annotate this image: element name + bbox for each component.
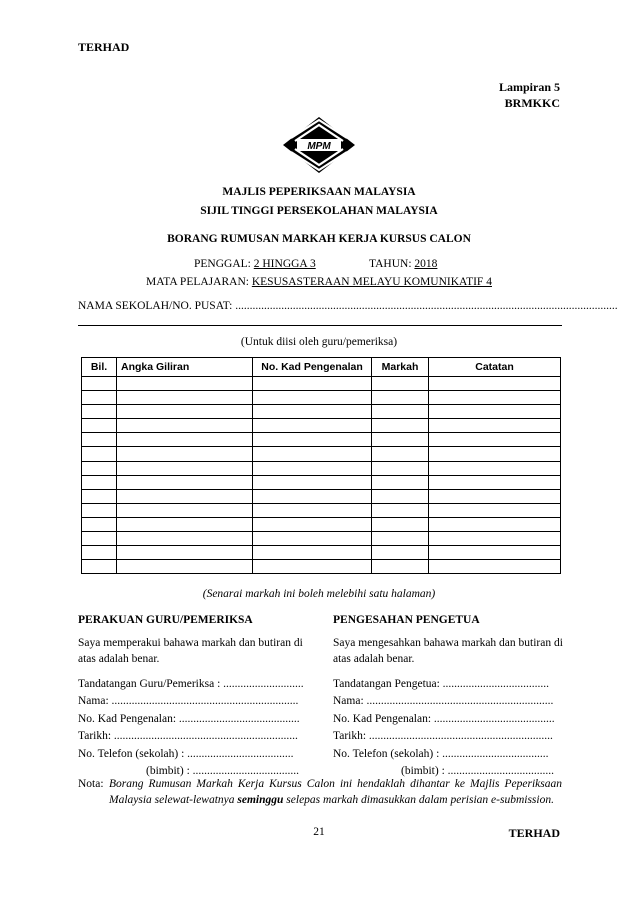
principal-phone-school-field: No. Telefon (sekolah) : ..................................... (333, 747, 549, 760)
table-cell (372, 461, 429, 475)
table-cell (253, 532, 372, 546)
table-cell (117, 489, 253, 503)
table-cell (253, 475, 372, 489)
table-row (82, 377, 561, 391)
term-value: 2 HINGGA 3 (253, 258, 316, 270)
table-cell (253, 517, 372, 531)
table-row (82, 447, 561, 461)
table-row (82, 391, 561, 405)
table-cell (82, 475, 117, 489)
table-cell (117, 546, 253, 560)
table-row (82, 560, 561, 574)
table-cell (117, 377, 253, 391)
note-text (109, 776, 562, 808)
header-bil: Bil. (82, 358, 117, 377)
subject-line (0, 276, 638, 288)
principal-name-field: Nama: ................................................................. (333, 695, 554, 708)
note-emphasis: seminggu (237, 794, 284, 806)
table-cell (429, 560, 561, 574)
table-cell (372, 546, 429, 560)
principal-heading: PENGESAHAN PENGETUA (333, 614, 480, 626)
table-cell (429, 405, 561, 419)
teacher-ic-field: No. Kad Pengenalan: .......................................... (78, 712, 300, 725)
certificate-title: SIJIL TINGGI PERSEKOLAHAN MALAYSIA (200, 205, 438, 217)
table-cell (117, 503, 253, 517)
school-line (78, 300, 618, 312)
table-cell (429, 517, 561, 531)
table-cell (253, 419, 372, 433)
table-row (82, 475, 561, 489)
table-cell (429, 377, 561, 391)
subject-label: MATA PELAJARAN: (146, 276, 249, 288)
teacher-heading: PERAKUAN GURU/PEMERIKSA (78, 614, 253, 626)
table-cell (82, 560, 117, 574)
table-cell (117, 419, 253, 433)
classification-top: TERHAD (78, 40, 130, 54)
table-cell (372, 447, 429, 461)
note-text-after: selepas markah dimasukkan dalam perisian e-submission. (283, 794, 554, 806)
submission-note (78, 776, 562, 808)
school-dots: ..................................................................................................................................... (235, 300, 618, 312)
table-row (82, 461, 561, 475)
table-row (82, 405, 561, 419)
table-cell (429, 532, 561, 546)
table-cell (372, 517, 429, 531)
table-cell (253, 560, 372, 574)
table-cell (82, 546, 117, 560)
table-cell (117, 433, 253, 447)
appendix-block (499, 79, 560, 111)
table-cell (82, 391, 117, 405)
table-cell (372, 405, 429, 419)
header-angka-giliran: Angka Giliran (117, 358, 253, 377)
principal-date-field: Tarikh: ................................................................ (333, 730, 553, 743)
classification-bottom: TERHAD (508, 826, 560, 840)
header-no-kad-pengenalan: No. Kad Pengenalan (253, 358, 372, 377)
table-cell (253, 489, 372, 503)
table-cell (429, 503, 561, 517)
divider (78, 325, 562, 326)
table-cell (429, 475, 561, 489)
table-cell (372, 560, 429, 574)
table-cell (117, 532, 253, 546)
logo-text: MPM (307, 141, 331, 152)
note-label: Nota: (78, 778, 104, 790)
table-cell (429, 546, 561, 560)
council-title: MAJLIS PEPERIKSAAN MALAYSIA (222, 186, 416, 198)
table-cell (117, 517, 253, 531)
table-cell (253, 433, 372, 447)
table-cell (117, 475, 253, 489)
page-number: 21 (313, 826, 325, 838)
table-cell (117, 447, 253, 461)
table-cell (372, 532, 429, 546)
teacher-statement: Saya memperakui bahawa markah dan butiran di atas adalah benar. (78, 637, 303, 665)
table-cell (372, 433, 429, 447)
teacher-phone-mobile-field: (bimbit) : ..................................... (146, 764, 300, 777)
table-cell (372, 475, 429, 489)
table-cell (82, 517, 117, 531)
table-row (82, 419, 561, 433)
year-label: TAHUN: (369, 258, 412, 270)
appendix-label: Lampiran 5 (498, 80, 560, 94)
table-cell (429, 419, 561, 433)
teacher-signature-field: Tandatangan Guru/Pemeriksa : ............................ (78, 678, 304, 690)
table-cell (429, 433, 561, 447)
table-cell (429, 391, 561, 405)
table-cell (429, 461, 561, 475)
principal-signature-field: Tandatangan Pengetua: ..................................... (333, 678, 550, 690)
teacher-date-field: Tarikh: ................................................................ (78, 730, 298, 743)
form-title: BORANG RUMUSAN MARKAH KERJA KURSUS CALON (167, 233, 471, 245)
table-cell (253, 546, 372, 560)
table-cell (429, 489, 561, 503)
table-cell (253, 447, 372, 461)
table-row (82, 433, 561, 447)
table-cell (82, 377, 117, 391)
table-row (82, 546, 561, 560)
table-cell (117, 391, 253, 405)
subject-value: KESUSASTERAAN MELAYU KOMUNIKATIF 4 (251, 276, 492, 288)
table-cell (82, 532, 117, 546)
table-cell (372, 489, 429, 503)
table-cell (372, 503, 429, 517)
table-cell (82, 433, 117, 447)
header-markah: Markah (372, 358, 429, 377)
table-cell (82, 419, 117, 433)
table-cell (82, 489, 117, 503)
term-line (194, 258, 316, 270)
year-line (369, 258, 437, 270)
table-row (82, 532, 561, 546)
term-label: PENGGAL: (194, 258, 251, 270)
principal-statement: Saya mengesahkan bahawa markah dan butiran di atas adalah benar. (333, 637, 563, 665)
more-pages-note: (Senarai markah ini boleh melebihi satu halaman) (202, 588, 436, 600)
fill-note: (Untuk diisi oleh guru/pemeriksa) (240, 336, 398, 348)
table-cell (82, 405, 117, 419)
table-cell (253, 405, 372, 419)
table-cell (253, 377, 372, 391)
form-code: BRMKKC (504, 96, 560, 110)
table-cell (372, 391, 429, 405)
table-body (82, 377, 561, 574)
table-cell (117, 461, 253, 475)
school-label: NAMA SEKOLAH/NO. PUSAT: (78, 300, 233, 312)
table-cell (117, 405, 253, 419)
marks-table (81, 357, 561, 574)
teacher-declaration (78, 612, 318, 780)
table-cell (82, 447, 117, 461)
principal-verification (333, 612, 573, 780)
principal-phone-mobile-field: (bimbit) : ..................................... (401, 764, 555, 777)
teacher-name-field: Nama: ................................................................. (78, 695, 299, 708)
table-row (82, 503, 561, 517)
table-cell (82, 461, 117, 475)
table-cell (372, 377, 429, 391)
note-text-before: Borang Rumusan Markah Kerja Kursus Calon ini hendaklah dihantar ke Majlis Peperiksaan Malaysia selewat-lewatnya (109, 778, 562, 806)
table-cell (82, 503, 117, 517)
table-cell (253, 461, 372, 475)
table-header-row (82, 358, 561, 377)
table-cell (429, 447, 561, 461)
table-cell (117, 560, 253, 574)
mpm-logo (283, 117, 355, 173)
table-row (82, 489, 561, 503)
teacher-phone-school-field: No. Telefon (sekolah) : ..................................... (78, 747, 294, 760)
table-cell (253, 503, 372, 517)
year-value: 2018 (414, 258, 438, 270)
table-cell (253, 391, 372, 405)
table-row (82, 517, 561, 531)
principal-ic-field: No. Kad Pengenalan: .......................................... (333, 712, 555, 725)
table-cell (372, 419, 429, 433)
header-catatan: Catatan (429, 358, 561, 377)
